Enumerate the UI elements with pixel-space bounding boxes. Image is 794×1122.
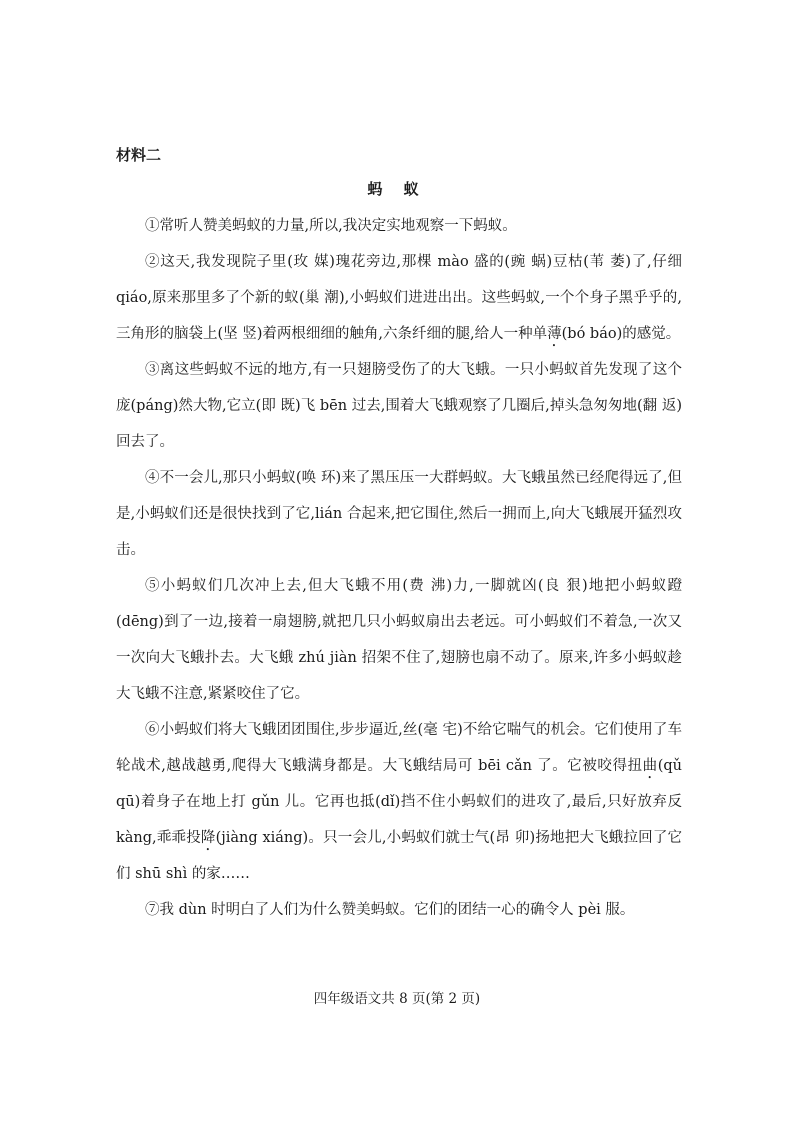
paragraph-text: (bó báo)的感觉。	[561, 326, 681, 342]
article-title: 蚂 蚁	[367, 180, 427, 198]
paragraph-text: ③离这些蚂蚁不远的地方,有一只翅膀受伤了的大飞蛾。一只小蚂蚁首先发现了这个庞(páng)然大物,它立(即 既)飞 bēn 过去,围着大飞蛾观察了几圈后,掉头急匆匆地(翻 返)回去了。	[116, 362, 682, 450]
paragraph-text: (qǔ qū)着身子在地上打 gǔn 儿。它再也抵(dǐ)挡不住小蚂蚁们的进攻了,最后,只好放弃反 kàng,乖乖投	[116, 758, 682, 846]
paragraph-text: ②这天,我发现院子里(玫 媒)瑰花旁边,那棵 mào 盛的(豌 蜗)豆枯(苇 萎)了,仔细 qiáo,原来那里多了个新的蚁(巢 潮),小蚂蚁们进进出出。这些蚂蚁,一个个身子黑乎乎的,三角形的脑袋上(坚 竖)着两根细细的触角,六条纤细的腿,给人一种单	[116, 254, 682, 342]
paragraph-text: ⑥小蚂蚁们将大飞蛾团团围住,步步逼近,丝(毫 宅)不给它喘气的机会。它们使用了车轮战术,越战越勇,爬得大飞蛾满身都是。大飞蛾结局可 bēi cǎn 了。它被咬得扭	[116, 722, 682, 774]
paragraph	[116, 712, 682, 892]
emphasized-char: 降	[200, 830, 216, 846]
page-footer: 四年级语文共 8 页(第 2 页)	[313, 991, 481, 1007]
paragraph-text: ⑤小蚂蚁们几次冲上去,但大飞蛾不用(费 沸)力,一脚就凶(良 狠)地把小蚂蚁蹬(dēng)到了一边,接着一扇翅膀,就把几只小蚂蚁扇出去老远。可小蚂蚁们不着急,一次又一次向大飞蛾扑去。大飞蛾 zhú jiàn 招架不住了,翅膀也扇不动了。原来,许多小蚂蚁趁大飞蛾不注意,紧紧咬住了它。	[116, 578, 682, 702]
paragraph-text: ①常听人赞美蚂蚁的力量,所以,我决定实地观察一下蚂蚁。	[145, 218, 517, 234]
section-label: 材料二	[116, 146, 162, 164]
paragraph	[116, 208, 682, 244]
emphasized-char: 曲	[642, 758, 658, 774]
paragraph	[116, 244, 682, 352]
paragraph-text: ⑦我 dùn 时明白了人们为什么赞美蚂蚁。它们的团结一心的确令人 pèi 服。	[145, 902, 635, 918]
emphasized-char: 薄	[547, 326, 562, 342]
paragraph	[116, 892, 682, 928]
paragraph	[116, 460, 682, 568]
paragraph-text: ④不一会儿,那只小蚂蚁(唤 环)来了黑压压一大群蚂蚁。大飞蛾虽然已经爬得远了,但是,小蚂蚁们还是很快找到了它,lián 合起来,把它围住,然后一拥而上,向大飞蛾展开猛烈攻击。	[116, 470, 682, 558]
paragraph	[116, 352, 682, 460]
paragraph	[116, 568, 682, 712]
article-body	[116, 208, 682, 928]
paragraph-text: (jiàng xiáng)。只一会儿,小蚂蚁们就士气(昂 卯)扬地把大飞蛾拉回了它们 shū shì 的家……	[116, 830, 683, 882]
